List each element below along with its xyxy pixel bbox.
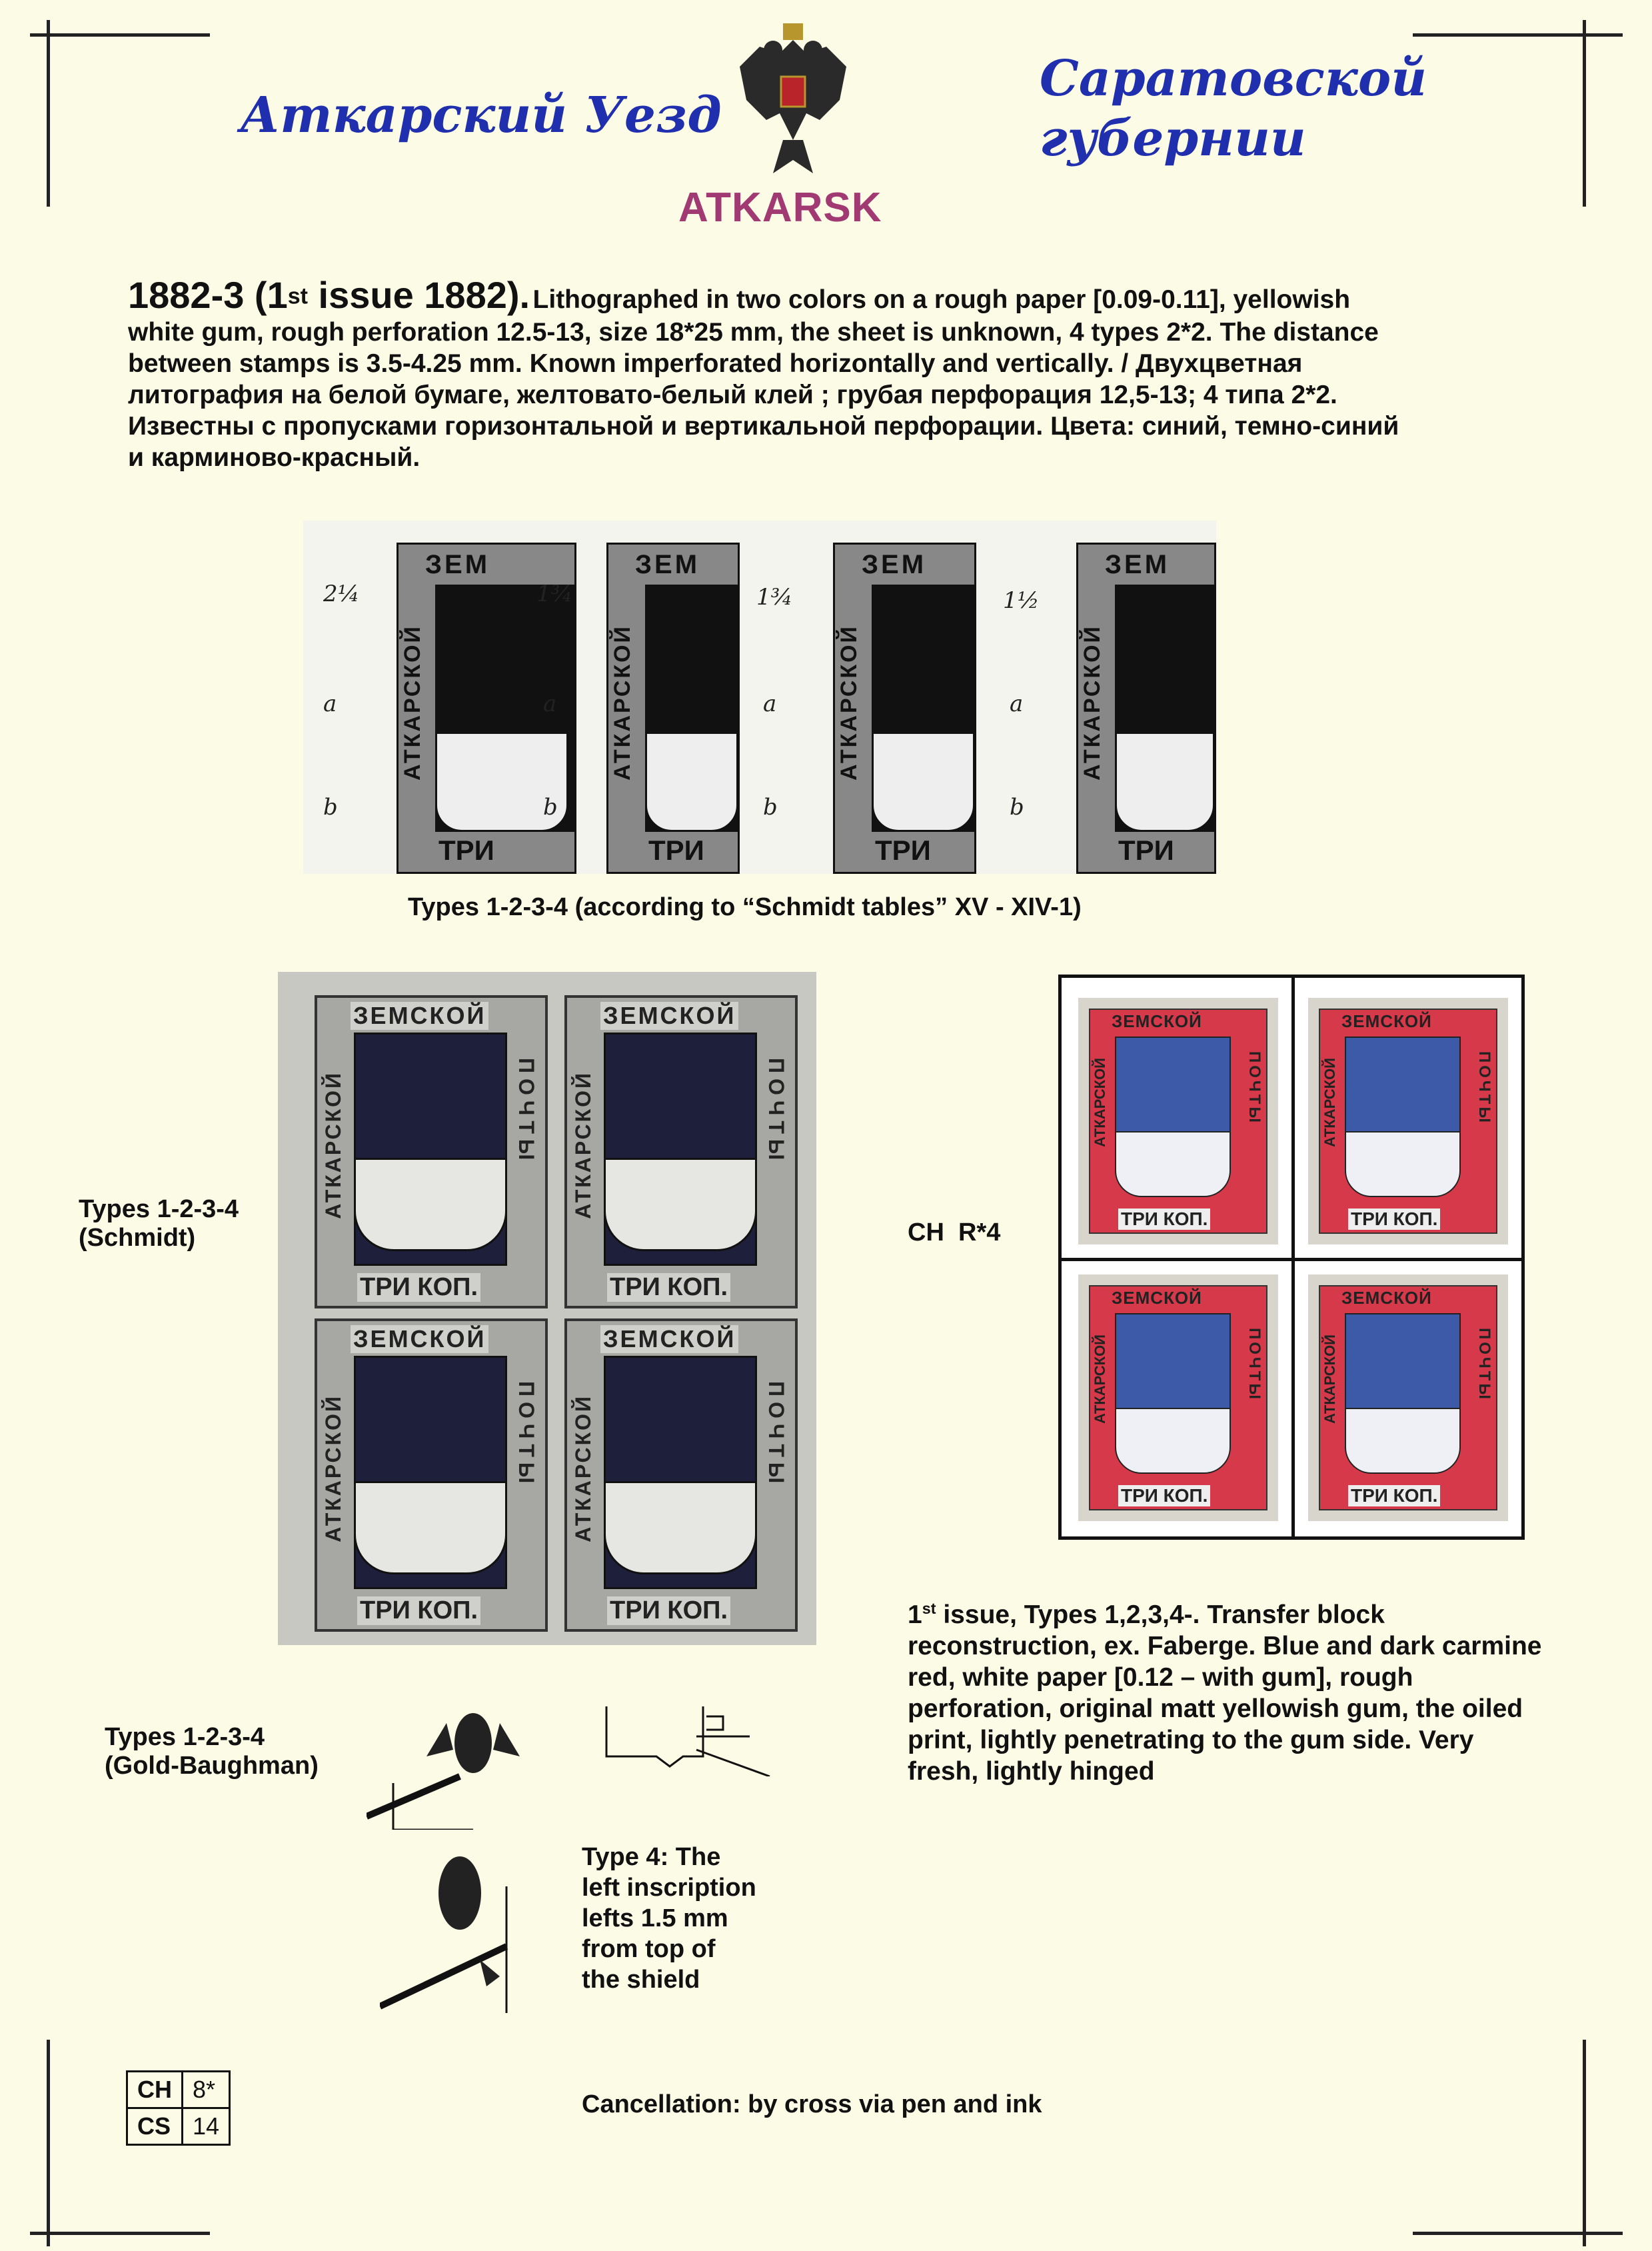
corner-top-left-h bbox=[30, 33, 210, 37]
catalog-table bbox=[126, 2070, 231, 2146]
corner-bottom-right-v bbox=[1583, 2040, 1586, 2246]
gold-type4-drawing bbox=[380, 1846, 533, 2013]
color-stamp-1 bbox=[1078, 998, 1278, 1244]
type-a-3: a bbox=[763, 691, 777, 717]
type4-line4: from top of bbox=[582, 1935, 716, 1963]
catalog-row bbox=[127, 2108, 230, 2145]
district-title: Аткарский Уезд bbox=[240, 87, 722, 144]
gold-type-drawing-shield bbox=[603, 1703, 776, 1776]
intro-line-4: литография на белой бумаге, желтовато-белый клей ; грубая перфорация 12,5-13; 4 типа 2*2. bbox=[128, 381, 1337, 409]
intro-line-3: between stamps is 3.5-4.25 mm. Known imperforated horizontally and vertically. / Двухцветная bbox=[128, 349, 1303, 378]
stamp-top-text: ЗЕМСКОЙ bbox=[351, 1325, 488, 1353]
desc-line-1: issue, Types 1,2,3,4-. Transfer block bbox=[936, 1600, 1385, 1629]
type-stamp-top: ЗЕМ bbox=[1105, 550, 1170, 579]
stamp-top-text: ЗЕМСКОЙ bbox=[351, 1002, 488, 1030]
type-stamp-3 bbox=[833, 543, 976, 874]
type-b-3: b bbox=[763, 794, 778, 821]
catalog-row bbox=[127, 2072, 230, 2108]
type-panel-1 bbox=[303, 521, 523, 874]
type-stamp-left: АТКАРСКОЙ bbox=[400, 625, 425, 781]
town-name: ATKARSK bbox=[678, 185, 882, 231]
stamp-top-text: ЗЕМСКОЙ bbox=[600, 1325, 738, 1353]
type-stamp-top: ЗЕМ bbox=[635, 550, 700, 579]
type-stamp-bottom: ТРИ bbox=[1118, 835, 1174, 866]
type-stamp-4 bbox=[1076, 543, 1216, 874]
stamp-bottom-text: ТРИ КОП. bbox=[1118, 1208, 1210, 1230]
gold-label-line2: (Gold-Baughman) bbox=[105, 1752, 319, 1780]
province-title-line1: Саратовской bbox=[1040, 50, 1427, 107]
stamp-right-text: ПОЧТЫ bbox=[1475, 1328, 1493, 1402]
stamp-top-text: ЗЕМСКОЙ bbox=[1112, 1288, 1202, 1308]
types-figure bbox=[303, 521, 1216, 874]
type-stamp-bottom: ТРИ bbox=[648, 835, 704, 866]
desc-issue-sup: st bbox=[922, 1600, 936, 1617]
type-measure-4: 1½ bbox=[1003, 587, 1040, 614]
stamp-right-text: ПОЧТЫ bbox=[514, 1058, 538, 1166]
catalog-value: 14 bbox=[183, 2108, 230, 2145]
intro-title-year: 1882-3 (1 bbox=[128, 274, 288, 316]
color-stamp-2 bbox=[1308, 998, 1508, 1244]
type-measure-2: 1¾ bbox=[536, 581, 573, 607]
catalog-code: CS bbox=[127, 2108, 183, 2145]
color-stamp-3 bbox=[1078, 1274, 1278, 1521]
intro-line-6: и карминово-красный. bbox=[128, 443, 420, 472]
desc-issue-num: 1 bbox=[908, 1600, 922, 1629]
stamp-top-text: ЗЕМСКОЙ bbox=[600, 1002, 738, 1030]
desc-line-4: perforation, original matt yellowish gum, the oiled bbox=[908, 1694, 1523, 1723]
stamp-bottom-text: ТРИ КОП. bbox=[357, 1273, 480, 1302]
desc-line-5: print, lightly penetrating to the gum side. Very bbox=[908, 1726, 1474, 1754]
schmidt-label-line2: (Schmidt) bbox=[79, 1224, 196, 1252]
stamp-right-text: ПОЧТЫ bbox=[764, 1381, 788, 1489]
stamp-bottom-text: ТРИ КОП. bbox=[1118, 1485, 1210, 1506]
type-b-1: b bbox=[323, 794, 338, 821]
type4-line5: the shield bbox=[582, 1966, 700, 1994]
type-stamp-top: ЗЕМ bbox=[862, 550, 927, 579]
stamp-left-text: АТКАРСКОЙ bbox=[1321, 1058, 1338, 1147]
types-caption: Types 1-2-3-4 (according to “Schmidt tables” XV - XIV-1) bbox=[408, 893, 1082, 921]
type-stamp-left: АТКАРСКОЙ bbox=[610, 625, 635, 781]
stamp-bottom-text: ТРИ КОП. bbox=[357, 1596, 480, 1625]
stamp-left-text: АТКАРСКОЙ bbox=[321, 1394, 345, 1542]
corner-bottom-left-h bbox=[30, 2232, 210, 2235]
stamp-top-text: ЗЕМСКОЙ bbox=[1112, 1011, 1202, 1031]
intro-line-1: Lithographed in two colors on a rough paper [0.09-0.11], yellowish bbox=[532, 285, 1351, 314]
grey-stamp-3 bbox=[315, 1318, 548, 1632]
type-measure-1: 2¼ bbox=[323, 581, 360, 607]
type-measure-3: 1¾ bbox=[756, 584, 793, 611]
stamp-bottom-text: ТРИ КОП. bbox=[607, 1596, 730, 1625]
grey-stamp-2 bbox=[564, 995, 798, 1308]
intro-line-2: white gum, rough perforation 12.5-13, size 18*25 mm, the sheet is unknown, 4 types 2*2. The distance bbox=[128, 318, 1379, 347]
imperial-eagle-emblem bbox=[726, 20, 860, 180]
desc-line-6: fresh, lightly hinged bbox=[908, 1757, 1155, 1786]
type-b-4: b bbox=[1010, 794, 1024, 821]
type4-note bbox=[582, 1842, 756, 1995]
type-a-2: a bbox=[543, 691, 557, 717]
grey-stamp-1 bbox=[315, 995, 548, 1308]
province-title-line2: губернии bbox=[1040, 110, 1306, 167]
type-stamp-left: АТКАРСКОЙ bbox=[1080, 625, 1105, 781]
catalog-code: CH bbox=[127, 2072, 183, 2108]
corner-top-right-h bbox=[1413, 33, 1623, 37]
type4-line2: left inscription bbox=[582, 1874, 756, 1902]
corner-bottom-right-h bbox=[1413, 2232, 1623, 2235]
grey-stamp-4 bbox=[564, 1318, 798, 1632]
corner-top-right-v bbox=[1583, 20, 1586, 207]
color-block-of-four bbox=[1058, 975, 1525, 1540]
corner-bottom-left-v bbox=[47, 2040, 50, 2246]
gold-label-line1: Types 1-2-3-4 bbox=[105, 1723, 265, 1751]
intro-title-rest: issue 1882). bbox=[307, 274, 530, 316]
type-panel-3 bbox=[743, 521, 976, 874]
stamp-bottom-text: ТРИ КОП. bbox=[1348, 1485, 1440, 1506]
intro-block bbox=[128, 273, 1594, 473]
stamp-left-text: АТКАРСКОЙ bbox=[1092, 1058, 1108, 1147]
stamp-left-text: АТКАРСКОЙ bbox=[321, 1071, 345, 1219]
stamp-right-text: ПОЧТЫ bbox=[514, 1381, 538, 1489]
type4-line1: Type 4: The bbox=[582, 1843, 721, 1871]
stamp-right-text: ПОЧТЫ bbox=[764, 1058, 788, 1166]
stamp-right-text: ПОЧТЫ bbox=[1475, 1051, 1493, 1125]
stamp-left-text: АТКАРСКОЙ bbox=[1092, 1334, 1108, 1424]
color-block-label: CH R*4 bbox=[908, 1218, 1001, 1246]
color-stamp-4 bbox=[1308, 1274, 1508, 1521]
stamp-left-text: АТКАРСКОЙ bbox=[1321, 1334, 1338, 1424]
stamp-top-text: ЗЕМСКОЙ bbox=[1341, 1011, 1432, 1031]
type-stamp-left: АТКАРСКОЙ bbox=[836, 625, 862, 781]
desc-line-2: reconstruction, ex. Faberge. Blue and dark carmine bbox=[908, 1632, 1542, 1660]
type-panel-2 bbox=[523, 521, 743, 874]
type-stamp-bottom: ТРИ bbox=[875, 835, 931, 866]
catalog-value: 8* bbox=[183, 2072, 230, 2108]
schmidt-block-of-four bbox=[278, 972, 816, 1645]
corner-top-left-v bbox=[47, 20, 50, 207]
intro-title-sup: st bbox=[287, 283, 308, 309]
type4-line3: lefts 1.5 mm bbox=[582, 1904, 728, 1932]
type-panel-4 bbox=[976, 521, 1216, 874]
cancellation-note: Cancellation: by cross via pen and ink bbox=[582, 2090, 1042, 2118]
type-stamp-2 bbox=[606, 543, 740, 874]
type-b-2: b bbox=[543, 794, 558, 821]
stamp-bottom-text: ТРИ КОП. bbox=[1348, 1208, 1440, 1230]
intro-line-5: Известны с пропусками горизонтальной и вертикальной перфорации. Цвета: синий, темно-синий bbox=[128, 412, 1399, 441]
stamp-left-text: АТКАРСКОЙ bbox=[571, 1394, 595, 1542]
color-block-description bbox=[908, 1593, 1587, 1787]
type-stamp-top: ЗЕМ bbox=[425, 550, 490, 579]
stamp-right-text: ПОЧТЫ bbox=[1245, 1051, 1263, 1125]
type-stamp-bottom: ТРИ bbox=[438, 835, 494, 866]
stamp-left-text: АТКАРСКОЙ bbox=[571, 1071, 595, 1219]
stamp-bottom-text: ТРИ КОП. bbox=[607, 1273, 730, 1302]
schmidt-label-line1: Types 1-2-3-4 bbox=[79, 1195, 239, 1223]
type-a-1: a bbox=[323, 691, 337, 717]
stamp-top-text: ЗЕМСКОЙ bbox=[1341, 1288, 1432, 1308]
type-a-4: a bbox=[1010, 691, 1024, 717]
desc-line-3: red, white paper [0.12 – with gum], rough bbox=[908, 1663, 1413, 1692]
gold-type-drawing-bird bbox=[367, 1696, 526, 1830]
stamp-right-text: ПОЧТЫ bbox=[1245, 1328, 1263, 1402]
